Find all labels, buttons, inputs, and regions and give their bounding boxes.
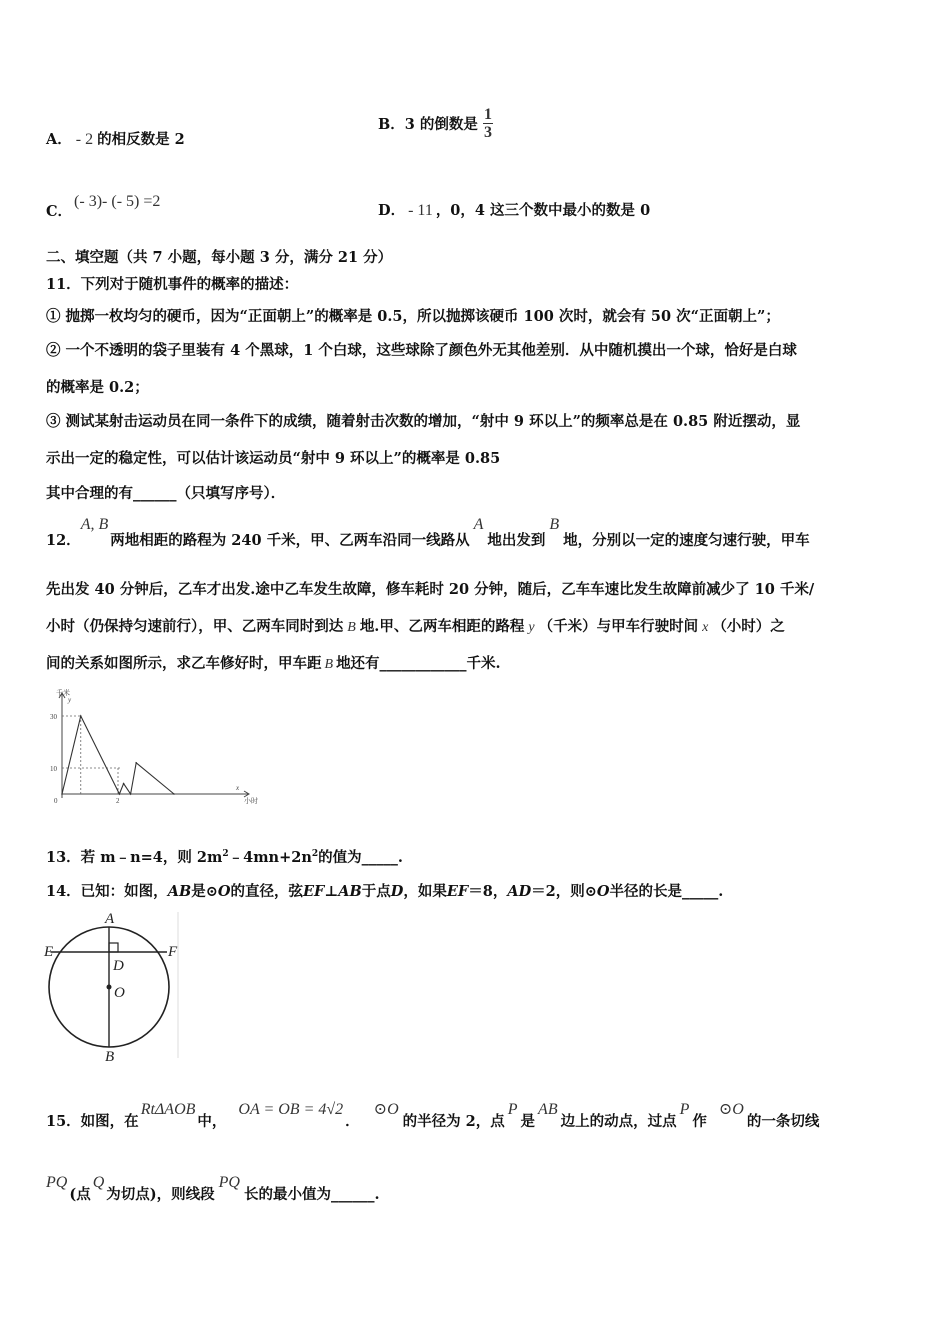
q13-text-1: 13．若 m﹣n=4，则 2m	[46, 849, 223, 866]
q15-text-6: 边上的动点，过点	[560, 1113, 677, 1130]
q15-text-3: ．	[345, 1113, 360, 1130]
y-tick-label: 10	[50, 765, 57, 773]
y-axis-var: y	[68, 696, 72, 704]
fraction-numerator: 1	[483, 106, 492, 123]
x-axis-var: x	[236, 784, 240, 792]
q14-d: D	[390, 883, 404, 900]
q12-text-l4c: 地还有____________千米.	[336, 655, 501, 672]
label-f: F	[168, 944, 178, 960]
x-tick-label: 2	[116, 797, 120, 805]
q15-text-8: 的一条切线	[746, 1113, 820, 1130]
q12-line-4	[46, 652, 501, 673]
right-angle-mark	[109, 943, 118, 952]
q12-text-l4a: 间的关系如图所示，求乙车修好时，甲车距	[46, 655, 322, 672]
q14-ef-2: EF	[446, 883, 469, 900]
label-o: O	[114, 985, 125, 1001]
q15-line-1	[46, 1098, 820, 1130]
q12-ab: A, B	[80, 516, 109, 533]
q12-a: A	[473, 516, 484, 533]
q15-text-5: 是	[520, 1113, 536, 1130]
data-point	[130, 793, 132, 795]
q13-text-3: 的值为_____.	[318, 849, 403, 866]
q15-triangle: RtΔAOB	[140, 1101, 196, 1118]
q14-o: O	[217, 883, 231, 900]
q12-text-2: 地出发到	[487, 532, 546, 549]
option-a	[46, 128, 185, 149]
q15-circle-o-2: ⊙O	[718, 1101, 744, 1118]
q11-item-3-line-1: ③ 测试某射击运动员在同一条件下的成绩，随着射击次数的增加，“射中 9 环以上”的频率总是在 0.85 附近摆动，显	[46, 413, 801, 430]
data-point	[123, 783, 125, 785]
q14-text-8: ＝2，则⊙	[531, 883, 597, 900]
data-point	[119, 793, 121, 795]
q15-text-4: 的半径为 2，点	[402, 1113, 505, 1130]
label-d: D	[113, 958, 124, 974]
distance-series-line	[62, 716, 174, 794]
q14-text-1: 14．已知：如图，	[46, 883, 168, 900]
data-point	[135, 762, 137, 764]
option-c-label: C．	[46, 203, 73, 220]
q12-b-3: B	[324, 657, 334, 672]
q14-text-3: 的直径，弦	[230, 883, 303, 900]
option-a-text: 的相反数是 2	[97, 131, 185, 148]
q14-ab-2: AB	[338, 883, 362, 900]
option-c	[46, 190, 161, 220]
q11-item-1: ① 抛掷一枚均匀的硬币，因为“正面朝上”的概率是 0.5，所以抛掷该硬币 100 次时，就会有 50 次“正面朝上”；	[46, 308, 780, 325]
option-d-label: D．	[378, 202, 406, 219]
q12-text-3: 地，分别以一定的速度匀速行驶，甲车	[563, 532, 810, 549]
q15-ab: AB	[538, 1101, 558, 1118]
y-axis-label: 千米	[56, 689, 70, 697]
q11-item-2-line-1: ② 一个不透明的袋子里装有 4 个黑球，1 个白球，这些球除了颜色外无其他差别．从中随机摸出一个球，恰好是白球	[46, 342, 797, 359]
option-a-label: A．	[46, 131, 72, 148]
q12-b: B	[549, 516, 560, 533]
q11-item-3-line-2: 示出一定的稳定性，可以估计该运动员“射中 9 环以上”的概率是 0.85	[46, 450, 501, 467]
q12-number: 12．	[46, 532, 81, 549]
option-d	[378, 199, 650, 220]
q13-superscript-2: 2	[311, 849, 319, 860]
q15-text-2: 中，	[197, 1113, 227, 1130]
q15-text-1: 15．如图，在	[46, 1113, 139, 1130]
q13-superscript-1: 2	[222, 849, 229, 860]
q14-circle-figure	[42, 908, 184, 1064]
q15-text-10: 为切点)，则线段	[106, 1186, 215, 1203]
q12-b-2: B	[347, 620, 356, 635]
q14-text-9: 半径的长是_____.	[609, 883, 724, 900]
option-d-math: - 11	[408, 202, 433, 219]
q12-line-2: 先出发 40 分钟后，乙车才出发.途中乙车发生故障，修车耗时 20 分钟，随后，乙车车速比发生故障前减少了 10 千米/	[46, 581, 815, 598]
q14-ad: AD	[507, 883, 532, 900]
q11-conclusion: 其中合理的有______（只填写序号）．	[46, 485, 286, 502]
q15-text-7: 作	[692, 1113, 707, 1130]
q14-text-2: 是⊙	[191, 883, 218, 900]
data-point	[61, 793, 63, 795]
label-a: A	[105, 911, 115, 927]
option-a-math: - 2	[75, 131, 94, 148]
q15-q: Q	[92, 1174, 105, 1191]
q11-stem: 11．下列对于随机事件的概率的描述：	[46, 276, 299, 293]
q14-ef: EF	[303, 883, 325, 900]
q15-p-2: P	[679, 1101, 690, 1118]
q13-line	[46, 846, 403, 867]
q15-text-11: 长的最小值为______.	[243, 1186, 380, 1203]
q12-text-l3e: （小时）之	[712, 618, 785, 635]
q15-oa-ob: OA = OB = 4√2	[238, 1101, 344, 1118]
q15-line-2	[46, 1171, 380, 1203]
option-b-fraction	[483, 106, 493, 141]
origin-label: 0	[54, 797, 58, 805]
q12-text-l3d: （千米）与甲车行驶时间	[538, 618, 699, 635]
q14-text-5: 于点	[361, 883, 391, 900]
q14-text-7: ＝8，	[468, 883, 508, 900]
option-b	[378, 106, 493, 141]
q12-line-1	[46, 513, 810, 549]
q14-text-6: ，如果	[403, 883, 447, 900]
q12-x: x	[702, 620, 709, 635]
q14-o-2: O	[596, 883, 610, 900]
q12-text-l3c: 地.甲、乙两车相距的路程	[359, 618, 525, 635]
q14-line	[46, 880, 723, 901]
q15-pq: PQ	[46, 1174, 68, 1191]
q15-text-9: (点	[69, 1186, 91, 1203]
data-point	[80, 715, 82, 717]
section-header: 二、填空题（共 7 小题，每小题 3 分，满分 21 分）	[46, 249, 393, 266]
fraction-denominator: 3	[483, 124, 492, 141]
option-b-label: B．3 的倒数是	[378, 116, 478, 133]
q15-circle-o: ⊙O	[373, 1101, 399, 1118]
q12-y: y	[528, 620, 535, 635]
q14-ab: AB	[167, 883, 192, 900]
q15-p: P	[507, 1101, 518, 1118]
q15-pq-2: PQ	[218, 1174, 240, 1191]
q12-line-3	[46, 615, 785, 636]
q12-text-l3a: 小时（仍保持匀速前行），甲、乙两车同时到达	[46, 618, 344, 635]
q11-item-2-line-2: 的概率是 0.2；	[46, 379, 149, 396]
q14-perp: ⊥	[324, 883, 339, 900]
option-c-math: (- 3)- (- 5) =2	[74, 193, 161, 210]
center-point	[107, 985, 112, 990]
option-d-text: ，0，4 这三个数中最小的数是 0	[435, 202, 651, 219]
label-e: E	[44, 944, 54, 960]
label-b: B	[105, 1049, 115, 1064]
q12-distance-time-chart	[48, 688, 268, 810]
data-point	[173, 793, 175, 795]
y-tick-label: 30	[50, 713, 57, 721]
q13-text-2: ﹣4mn+2n	[228, 849, 312, 866]
x-axis-label: 小时	[244, 797, 258, 805]
q12-text-1: 两地相距的路程为 240 千米，甲、乙两车沿同一线路从	[110, 532, 470, 549]
